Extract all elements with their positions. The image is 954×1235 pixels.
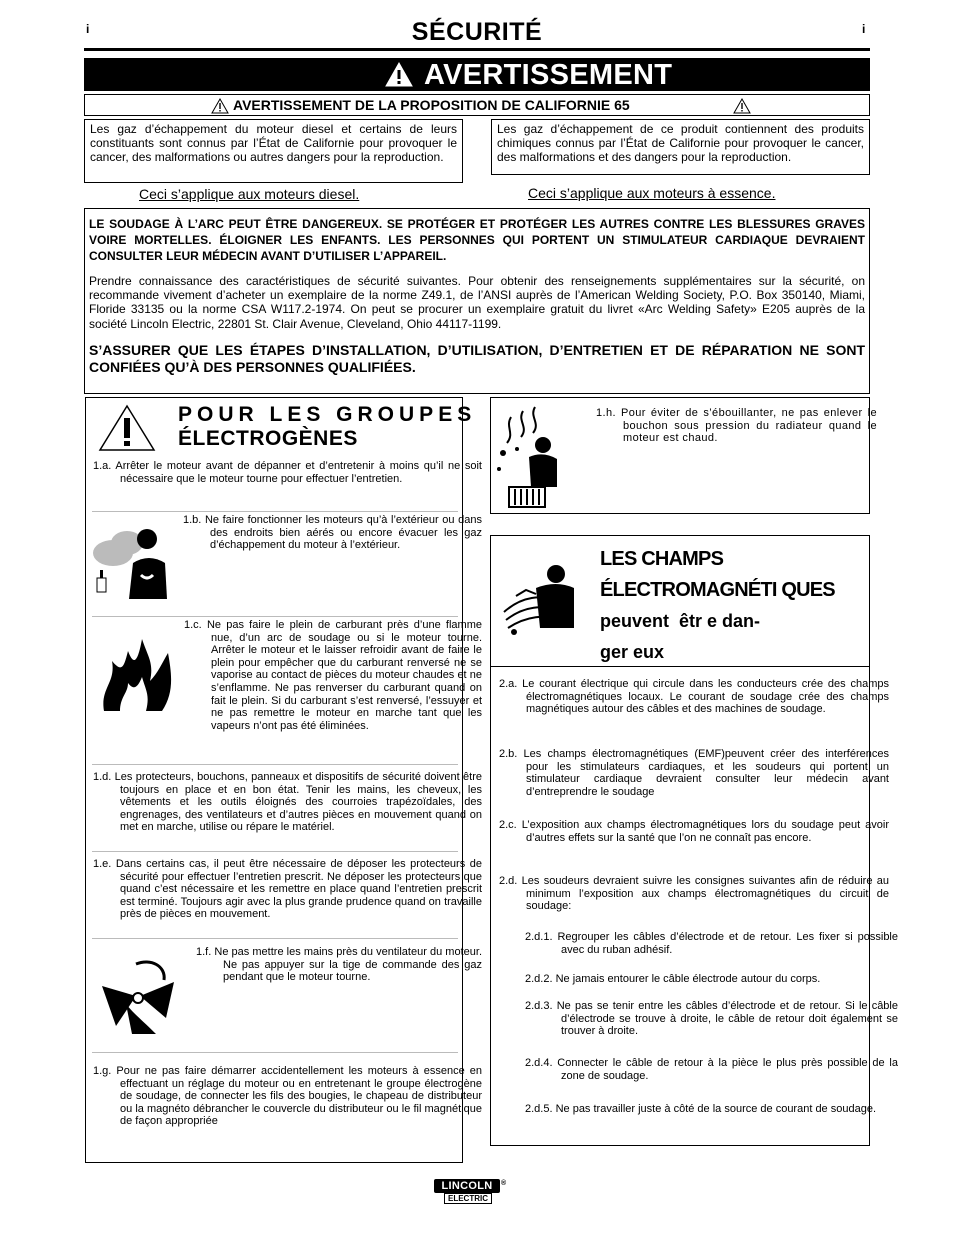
item-2b: 2.b. Les champs électromagnétiques (EMF)peuvent créer des interférences pour les stimulateurs cardiaques, et les soudeurs qui portent un stimulateur cardiaque devraient consulter leur médecin avant d’entreprendre le soudage [499, 748, 889, 798]
title-rule [84, 48, 870, 51]
divider [92, 511, 458, 512]
lincoln-electric-logo [434, 1179, 506, 1206]
item-2d1: 2.d.1. Regrouper les câbles d’électrode et de retour. Les fixer si possible avec du ruban adhésif. [525, 931, 898, 956]
fan-hand-hazard-icon [96, 956, 184, 1038]
item-2d2: 2.d.2. Ne jamais entourer le câble électrode autour du corps. [525, 973, 821, 985]
emf-heading-4: ger eux [600, 642, 665, 662]
item-2c: 2.c. L’exposition aux champs électromagnétiques lors du soudage peut avoir d’autres effets sur la santé que l’on ne connaît pas encore. [499, 819, 889, 844]
page-title: SÉCURITÉ [411, 18, 543, 46]
item-1g: 1.g. Pour ne pas faire démarrer accidentellement les moteurs à essence en effectuant un réglage du moteur ou en entretenant le groupe électrogène de soudage, de connecter les fils des bougies, le chapeau de distributeur ou la magnéto débrancher le couvercle du distributeur ou le fil magnétique de façon appropriée [93, 1065, 482, 1128]
gas-caption: Ceci s’applique aux moteurs à essence. [528, 185, 776, 201]
radiator-section [490, 397, 877, 514]
exhaust-fumes-icon [91, 523, 171, 601]
warning-triangle-icon [733, 98, 751, 114]
item-1d: 1.d. Les protecteurs, bouchons, panneaux et dispositifs de sécurité doivent être toujours en place et en bon état. Tenir les mains, les cheveux, les vêtements et les outils éloignés des courroies trapézoïdales, des engrenages, des ventilateurs et d’autres pièces en mouvement quand on met en marche, utilise ou répare le matériel. [93, 771, 482, 834]
item-2d4: 2.d.4. Connecter le câble de retour à la pièce le plus près possible de la zone de soudage. [525, 1057, 898, 1082]
item-1a: 1.a. Arrêter le moteur avant de dépanner et d’entretenir à moins qu’il ne soit nécessaire que le moteur tourne pour effectuer l’entretien. [93, 460, 482, 485]
banner-title: AVERTISSEMENT [424, 59, 673, 91]
divider [92, 1052, 458, 1053]
general-warning-box [84, 208, 870, 394]
prop65-diesel-box: Les gaz d’échappement du moteur diesel et certains de leurs constituants sont connus par l’État de Californie pour provoquer le cancer, des malformations ou autres dangers pour la reproduction. [84, 119, 463, 183]
warning-triangle-icon [98, 404, 156, 452]
warning-banner [84, 58, 870, 91]
diesel-caption: Ceci s’applique aux moteurs diesel. [139, 186, 360, 202]
divider [92, 616, 458, 617]
emf-heading-1: LES CHAMPS [600, 548, 724, 570]
prop65-header [84, 94, 870, 116]
logo-text-electric: ELECTRIC [448, 1194, 488, 1203]
divider [92, 851, 458, 852]
item-1e: 1.e. Dans certains cas, il peut être nécessaire de déposer les protecteurs de sécurité pour effectuer l’entretien prescrit. Ne déposer les protecteurs que quand c’est nécessaire et les remettre en place quand l’entretien prescrit est terminé. Toujours agir avec la plus grande prudence quand on travaille près de pièces en mouvement. [93, 858, 482, 921]
general-closing: S’ASSURER QUE LES ÉTAPES D’INSTALLATION, D’UTILISATION, D’ENTRETIEN ET DE RÉPARATION NE SONT CONFIÉES QU’À DES PERSONNES QUALIFIÉES. [89, 341, 865, 375]
generator-heading-1: POUR LES GROUPES [178, 403, 477, 426]
divider [92, 938, 458, 939]
general-body: Prendre connaissance des caractéristiques de sécurité suivantes. Pour obtenir des renseignements supplémentaires sur la sécurité, on recommande vivement d’acheter un exemplaire de la norme Z49.1, de l’ANSI auprès de l’American Welding Society, P.O. Box 350140, Miami, Floride 33135 ou la norme CSA W117.2-1974. On peut se procurer un exemplaire gratuit du livret «Arc Welding Safety» E205 auprès de la société Lincoln Electric, 22801 St. Clair Avenue, Cleveland, Ohio 44117-1199. [89, 274, 865, 331]
item-1b: 1.b. Ne faire fonctionner les moteurs qu’à l’extérieur ou dans des endroits bien aérés ou encore évacuer les gaz d’échappement du moteur à l’extérieur. [183, 514, 482, 552]
generator-heading-2: ÉLECTROGÈNES [178, 427, 358, 450]
fire-flame-icon [98, 633, 176, 713]
item-2d5: 2.d.5. Ne pas travailler juste à côté de la source de courant de soudage. [525, 1103, 876, 1115]
page-number-right: i [862, 22, 866, 36]
prop65-heading: AVERTISSEMENT DE LA PROPOSITION DE CALIFORNIE 65 [233, 97, 630, 113]
item-1c: 1.c. Ne pas faire le plein de carburant près d’une flamme nue, d’un arc de soudage ou si le moteur tourne. Arrêter le moteur et le laisser refroidir avant de faire le plein pour empêcher que du carburant renversé ne se vaporise au contact de pièces du moteur chaudes et ne s’enflamme. Ne pas renverser du carburant quand on fait le plein. Si du carburant s’est renversé, l’essuyer et ne pas remettre le moteur en marche tant que les vapeurs n’ont pas été éliminées. [184, 619, 482, 732]
general-warning-bold: LE SOUDAGE À L’ARC PEUT ÊTRE DANGEREUX. SE PROTÉGER ET PROTÉGER LES AUTRES CONTRE LES BLESSURES GRAVES VOIRE MORTELLES. ÉLOIGNER LES ENFANTS. LES PERSONNES QUI PORTENT UN STIMULATEUR CARDIAQUE DEVRAIENT CONSULTER LEUR MÉDECIN AVANT D’UTILISER L’APPAREIL. [89, 217, 865, 263]
warning-triangle-icon [384, 61, 414, 88]
warning-triangle-icon [211, 98, 229, 114]
page-number-left: i [86, 22, 90, 36]
scalding-steam-icon [493, 403, 559, 511]
divider [92, 764, 458, 765]
item-1h: 1.h. Pour éviter de s’ébouillanter, ne pas enlever le bouchon sous pression du radiateur quand le moteur est chaud. [596, 407, 877, 445]
item-1f: 1.f. Ne pas mettre les mains près du ventilateur du moteur. Ne pas appuyer sur la tige de commande des gaz pendant que le moteur tourne. [196, 946, 482, 984]
logo-text-lincoln: LINCOLN [441, 1180, 493, 1192]
emf-heading-3: peuvent êtr e dan- [600, 611, 761, 631]
item-2d3: 2.d.3. Ne pas se tenir entre les câbles d’électrode et de retour. Si le câble d’électrode se trouve à droite, le câble de retour doit également se trouver à droite. [525, 1000, 898, 1038]
item-2d: 2.d. Les soudeurs devraient suivre les consignes suivantes afin de réduire au minimum l’exposition aux champs électromagnétiques du circuit de soudage: [499, 875, 889, 913]
emf-heading-2: ÉLECTROMAGNÉTI QUES [600, 579, 835, 601]
welder-emf-icon [496, 558, 578, 636]
prop65-gas-box: Les gaz d’échappement de ce produit contiennent des produits chimiques connus par l’État de Californie pour provoquer le cancer, des malformations et des dangers pour la reproduction. [491, 119, 870, 175]
item-2a: 2.a. Le courant électrique qui circule dans les conducteurs crée des champs électromagnétiques locaux. Le courant de soudage crée des champs magnétiques autour des câbles et des machines de soudage. [499, 678, 889, 716]
generator-section [85, 397, 482, 1163]
emf-section [490, 535, 898, 1146]
divider [491, 666, 869, 667]
logo-mark: ® [501, 1180, 507, 1187]
